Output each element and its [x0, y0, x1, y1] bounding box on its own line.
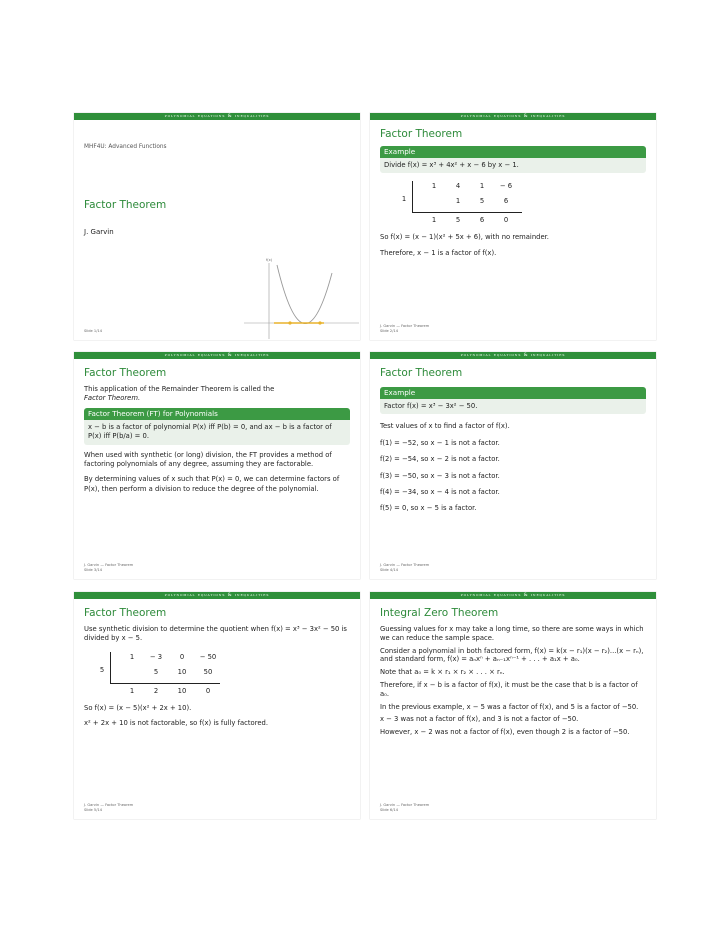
cell: 0	[205, 686, 211, 695]
text-line: Test values of x to find a factor of f(x).	[380, 422, 510, 431]
cell: − 3	[149, 652, 163, 661]
cell: 10	[177, 686, 187, 695]
cell: − 6	[499, 182, 513, 191]
slide-title: Factor Theorem	[84, 607, 167, 619]
cell: 5	[455, 216, 461, 225]
cell: 1	[129, 652, 135, 661]
theorem-block-title: Factor Theorem (FT) for Polynomials	[84, 408, 350, 420]
footer-author: J. Garvin — Factor Theorem	[84, 803, 134, 807]
theorem-block-body: x − b is a factor of polynomial P(x) iff P(b) = 0, and ax − b is a factor of P(x) iff P(b/a) = 0.	[84, 420, 350, 445]
text-line: Therefore, if x − b is a factor of f(x), it must be the case that b is a factor of a₀.	[380, 680, 638, 698]
slide-5	[74, 592, 360, 819]
slide-footer	[380, 563, 429, 573]
slide-number: Slide 4/14	[380, 568, 398, 572]
text-line: Therefore, x − 1 is a factor of f(x).	[380, 248, 497, 257]
text-line: x² + 2x + 10 is not factorable, so f(x) is fully factored.	[84, 719, 269, 728]
text-line: In the previous example, x − 5 was a factor of f(x), and 5 is a factor of −50.	[380, 702, 639, 711]
cell: − 50	[199, 652, 217, 661]
course-name: MHF4U: Advanced Functions	[84, 144, 167, 150]
title-graph	[214, 253, 364, 339]
slide-4	[370, 352, 656, 579]
cell: 0	[179, 652, 185, 661]
divisor: 5	[99, 665, 105, 674]
slide-title: Factor Theorem	[380, 367, 463, 379]
footer-author: J. Garvin — Factor Theorem	[380, 803, 430, 807]
slide-header: polynomial equations & inequalities	[74, 352, 360, 359]
slide-number: Slide 2/14	[380, 329, 398, 333]
example-block-title: Example	[380, 146, 646, 158]
synthetic-division	[400, 181, 530, 227]
text-line: Consider a polynomial in both factored form, f(x) = k(x − r₁)(x − r₂)...(x − rₙ), and standard form, f(x) = aₙxⁿ + aₙ₋₁xⁿ⁻¹ + . . . + a₁x + a₀.	[380, 646, 644, 664]
presentation-title: Factor Theorem	[84, 199, 167, 211]
slide-6	[370, 592, 656, 819]
slide-2	[370, 113, 656, 340]
slide-header: polynomial equations & inequalities	[370, 352, 656, 359]
slide-title: Factor Theorem	[84, 367, 167, 379]
text-line: x − 3 was not a factor of f(x), and 3 is not a factor of −50.	[380, 715, 579, 724]
graph-axis-label: f(x)	[265, 258, 273, 262]
slide-number: Slide 1/14	[84, 329, 102, 333]
slide-title: Factor Theorem	[380, 128, 463, 140]
intro-text: Use synthetic division to determine the quotient when f(x) = x³ − 3x² − 50 is divided by x − 5.	[84, 625, 347, 643]
cell: 10	[177, 667, 187, 676]
cell: 5	[479, 197, 485, 206]
text-line: f(1) = −52, so x − 1 is not a factor.	[380, 438, 500, 447]
slide-1	[74, 113, 360, 340]
text-paragraph: By determining values of x such that P(x) = 0, we can determine factors of P(x), then perform a division to reduce the degree of the polynomial.	[84, 475, 340, 493]
divisor: 1	[401, 195, 407, 204]
author: J. Garvin	[84, 228, 114, 236]
text-line: f(4) = −34, so x − 4 is not a factor.	[380, 488, 500, 497]
text-line: Guessing values for x may take a long time, so there are some ways in which we can reduce the sample space.	[380, 625, 644, 642]
cell: 2	[153, 686, 159, 695]
slide-footer	[380, 803, 429, 813]
cell: 0	[503, 216, 509, 225]
slide-number: Slide 3/14	[84, 568, 102, 572]
cell: 6	[503, 197, 509, 206]
text-paragraph: When used with synthetic (or long) division, the FT provides a method of factoring polynomials of any degree, assuming they are factorable.	[84, 450, 332, 469]
slide-footer	[84, 803, 133, 813]
intro-term: Factor Theorem.	[84, 394, 141, 403]
slide-header: polynomial equations & inequalities	[74, 113, 360, 120]
cell: 4	[455, 182, 461, 191]
slide-footer	[84, 329, 102, 334]
text-line: So f(x) = (x − 1)(x² + 5x + 6), with no remainder.	[380, 233, 549, 242]
footer-author: J. Garvin — Factor Theorem	[84, 563, 134, 567]
example-block-title: Example	[380, 387, 646, 399]
cell: 50	[203, 667, 213, 676]
cell: 6	[479, 216, 485, 225]
slide-footer	[84, 563, 133, 573]
text-line: Note that a₀ = k × r₁ × r₂ × . . . × rₙ.	[380, 668, 505, 677]
slide-number: Slide 6/14	[380, 808, 398, 812]
synthetic-division	[98, 652, 228, 698]
example-block-body: Factor f(x) = x³ − 3x² − 50.	[380, 399, 646, 414]
cell: 1	[431, 182, 437, 191]
footer-author: J. Garvin — Factor Theorem	[380, 324, 430, 328]
slide-title: Integral Zero Theorem	[380, 607, 499, 619]
text-line: f(3) = −50, so x − 3 is not a factor.	[380, 471, 500, 480]
cell: 1	[479, 182, 485, 191]
text-line: f(2) = −54, so x − 2 is not a factor.	[380, 455, 500, 464]
slide-header: polynomial equations & inequalities	[370, 592, 656, 599]
cell: 1	[129, 686, 135, 695]
slide-footer	[380, 324, 429, 334]
cell: 1	[455, 197, 461, 206]
cell: 1	[431, 216, 437, 225]
slide-number: Slide 5/14	[84, 808, 102, 812]
intro-text: This application of the Remainder Theorem is called the	[84, 385, 275, 393]
cell: 5	[153, 667, 159, 676]
slide-header: polynomial equations & inequalities	[74, 592, 360, 599]
text-line: However, x − 2 was not a factor of f(x), even though 2 is a factor of −50.	[380, 728, 630, 737]
slide-header: polynomial equations & inequalities	[370, 113, 656, 120]
text-line: f(5) = 0, so x − 5 is a factor.	[380, 504, 477, 513]
text-line: So f(x) = (x − 5)(x² + 2x + 10).	[84, 703, 192, 712]
footer-author: J. Garvin — Factor Theorem	[380, 563, 430, 567]
example-block-body: Divide f(x) = x³ + 4x² + x − 6 by x − 1.	[380, 158, 646, 173]
slide-3	[74, 352, 360, 579]
